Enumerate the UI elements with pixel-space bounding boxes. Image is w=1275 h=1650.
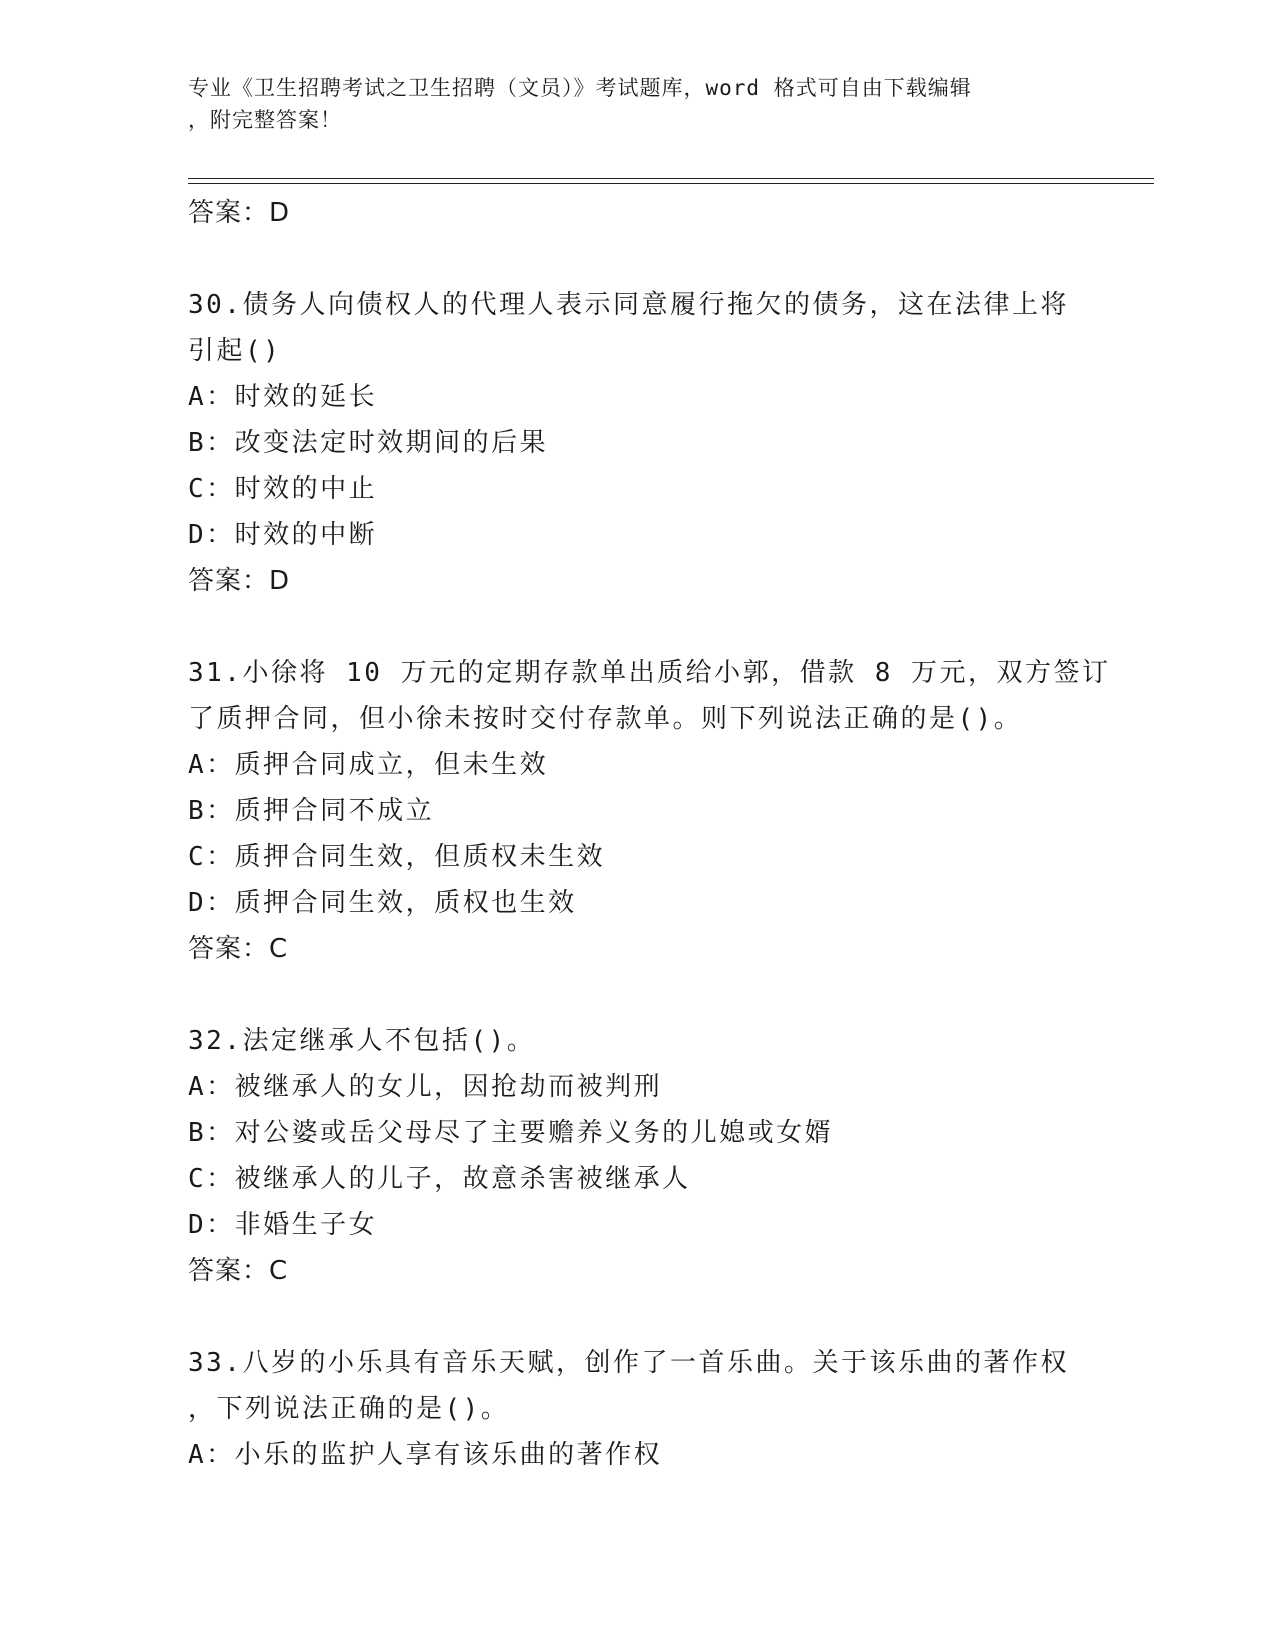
question-text: 33.八岁的小乐具有音乐天赋，创作了一首乐曲。关于该乐曲的著作权 [188, 1348, 1069, 1378]
header-line-2: ，附完整答案！ [188, 108, 342, 132]
option-c: C：时效的中止 [188, 474, 378, 504]
option-b: B：对公婆或岳父母尽了主要赡养义务的儿媳或女婿 [188, 1118, 834, 1148]
spacer [188, 972, 1088, 1018]
spacer [188, 604, 1088, 650]
question-text: ，下列说法正确的是()。 [188, 1394, 510, 1424]
option-d: D：时效的中断 [188, 520, 378, 550]
question-block-33 [188, 1340, 1088, 1478]
header-divider-bottom [188, 183, 1154, 184]
option-a: A：时效的延长 [188, 382, 378, 412]
document-header [188, 72, 1068, 136]
header-divider-top [188, 178, 1154, 179]
option-c: C：被继承人的儿子，故意杀害被继承人 [188, 1164, 691, 1194]
question-block-30 [188, 282, 1088, 604]
option-b: B：质押合同不成立 [188, 796, 435, 826]
answer-line: 答案：D [188, 198, 291, 228]
option-c: C：质押合同生效，但质权未生效 [188, 842, 606, 872]
spacer [188, 236, 1088, 282]
option-b: B：改变法定时效期间的后果 [188, 428, 549, 458]
option-d: D：非婚生子女 [188, 1210, 378, 1240]
question-text: 了质押合同，但小徐未按时交付存款单。则下列说法正确的是()。 [188, 704, 1023, 734]
option-a: A：小乐的监护人享有该乐曲的著作权 [188, 1440, 663, 1470]
question-block-31 [188, 650, 1111, 972]
answer-line: 答案：C [188, 934, 289, 964]
question-text: 引起() [188, 336, 282, 366]
question-block-32 [188, 1018, 1088, 1294]
question-text: 30.债务人向债权人的代理人表示同意履行拖欠的债务，这在法律上将 [188, 290, 1069, 320]
question-text: 32.法定继承人不包括()。 [188, 1026, 536, 1056]
option-d: D：质押合同生效，质权也生效 [188, 888, 577, 918]
spacer [188, 1294, 1088, 1340]
answer-line: 答案：D [188, 566, 291, 596]
option-a: A：被继承人的女儿，因抢劫而被判刑 [188, 1072, 663, 1102]
header-line-1: 专业《卫生招聘考试之卫生招聘（文员）》考试题库，word 格式可自由下载编辑 [188, 76, 972, 100]
question-text: 31.小徐将 10 万元的定期存款单出质给小郭，借款 8 万元，双方签订 [188, 658, 1111, 688]
answer-line: 答案：C [188, 1256, 289, 1286]
question-list [188, 190, 1111, 1478]
option-a: A：质押合同成立，但未生效 [188, 750, 549, 780]
